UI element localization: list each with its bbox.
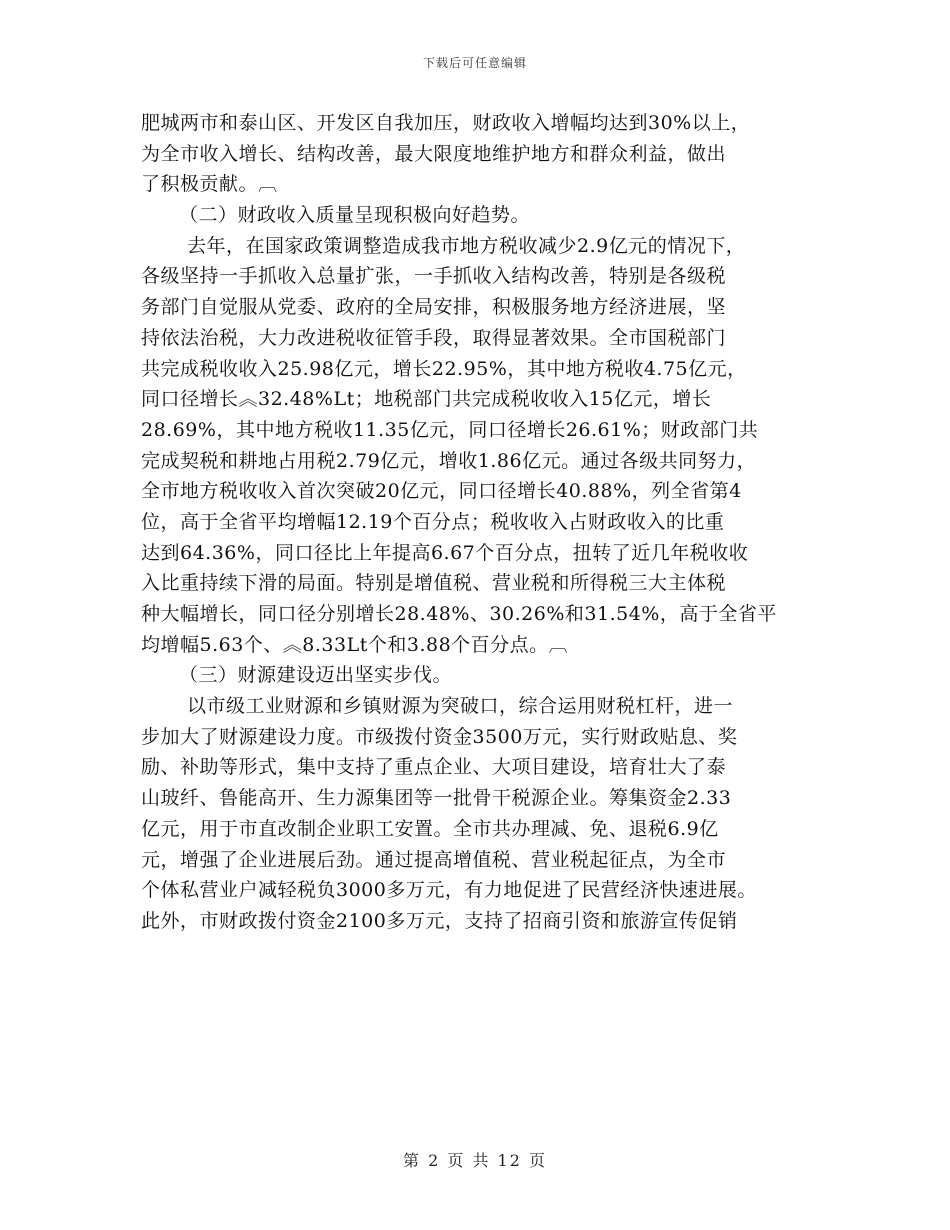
text-line: 了积极贡献。︹ <box>141 173 278 196</box>
text-line: 以市级工业财源和乡镇财源为突破口，综合运用财税杠杆，进一 <box>187 695 734 718</box>
text-line: 达到64.36%，同口径比上年提高6.67个百分点，扭转了近几年税收收 <box>141 541 749 564</box>
text-line: 共完成税收收入25.98亿元，增长22.95%，其中地方税收4.75亿元， <box>141 357 747 380</box>
text-line: 入比重持续下滑的局面。特别是增值税、营业税和所得税三大主体税 <box>141 572 727 595</box>
page-footer: 第 2 页 共 12 页 <box>403 1151 547 1170</box>
text-line: 励、补助等形式，集中支持了重点企业、大项目建设，培育壮大了泰 <box>141 756 727 779</box>
text-line: 亿元，用于市直改制企业职工安置。全市共办理减、免、退税6.9亿 <box>141 817 719 840</box>
document-body <box>141 108 831 937</box>
text-line: 务部门自觉服从党委、政府的全局安排，积极服务地方经济进展，坚 <box>141 296 727 319</box>
text-line: 全市地方税收收入首次突破20亿元，同口径增长40.88%，列全省第4 <box>141 480 742 503</box>
text-line: 完成契税和耕地占用税2.79亿元，增收1.86亿元。通过各级共同努力， <box>141 449 757 472</box>
text-line: 位，高于全省平均增幅12.19个百分点；税收收入占财政收入的比重 <box>141 510 725 533</box>
text-line: 去年，在国家政策调整造成我市地方税收减少2.9亿元的情况下， <box>187 234 746 257</box>
text-line: 元，增强了企业进展后劲。通过提高增值税、营业税起征点，为全市 <box>141 848 727 871</box>
text-line: 28.69%，其中地方税收11.35亿元，同口径增长26.61%；财政部门共 <box>141 418 759 441</box>
page-header: 下载后可任意编辑 <box>422 56 527 70</box>
text-line: 肥城两市和泰山区、开发区自我加压，财政收入增幅均达到30%以上， <box>141 112 751 134</box>
text-line: 持依法治税，大力改进税收征管手段，取得显著效果。全市国税部门 <box>141 326 727 349</box>
section-heading-3: （三）财源建设迈出坚实步伐。 <box>179 664 453 687</box>
text-line: 种大幅增长，同口径分别增长28.48%、30.26%和31.54%，高于全省平 <box>141 603 777 625</box>
text-line: 此外，市财政拨付资金2100多万元，支持了招商引资和旅游宣传促销 <box>141 909 738 932</box>
text-line: 均增幅5.63个、︽8.33Lt个和3.88个百分点。︹ <box>141 633 569 656</box>
text-line: 步加大了财源建设力度。市级拨付资金3500万元，实行财政贴息、奖 <box>141 725 738 748</box>
text-line: 同口径增长︽32.48%Lt；地税部门共完成税收收入15亿元，增长 <box>141 388 712 411</box>
text-line: 为全市收入增长、结构改善，最大限度地维护地方和群众利益，做出 <box>141 142 727 165</box>
text-line: 山玻纤、鲁能高开、生力源集团等一批骨干税源企业。筹集资金2.33 <box>141 787 732 810</box>
section-heading-2: （二）财政收入质量呈现积极向好趋势。 <box>179 204 531 227</box>
text-line: 个体私营业户减轻税负3000多万元，有力地促进了民营经济快速进展。 <box>141 879 757 902</box>
text-line: 各级坚持一手抓收入总量扩张，一手抓收入结构改善，特别是各级税 <box>141 265 727 288</box>
